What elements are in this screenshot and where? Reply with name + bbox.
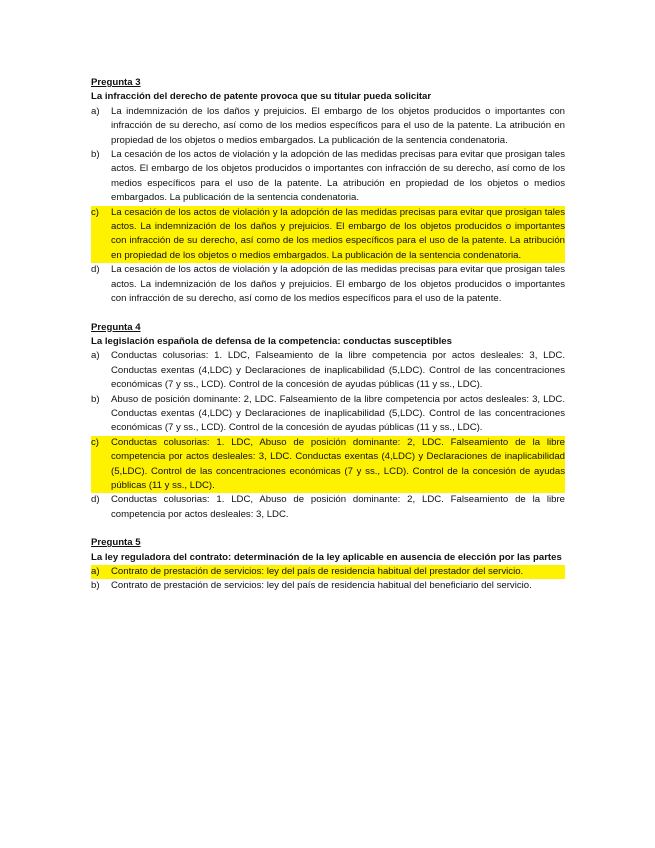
question-stem: La legislación española de defensa de la competencia: conductas susceptibles bbox=[91, 335, 452, 347]
question-title: Pregunta 5 bbox=[91, 537, 141, 549]
option-text: La cesación de los actos de violación y la adopción de las medidas precisas para evitar que prosigan tales actos. La indemnización de los daños y prejuicios. El embargo de los objetos producidos o importantes con infracción de su derecho, así como de los medios específicos para el uso de la patente. bbox=[111, 264, 565, 305]
option-d[interactable] bbox=[91, 263, 565, 306]
option-text: La indemnización de los daños y prejuicios. El embargo de los objetos producidos o importantes con infracción de su derecho, así como de los medios específicos para el uso de la patente. La atribución en propiedad de los objetos o medios embargados. La publicación de la sentencia condenatoria. bbox=[111, 105, 565, 146]
option-text: La cesación de los actos de violación y la adopción de las medidas precisas para evitar que prosigan tales actos. La indemnización de los daños y prejuicios. El embargo de los objetos producidos o importantes con infracción de su derecho, así como de los medios específicos para el uso de la patente. La atribución en propiedad de los objetos o medios embargados. La publicación de la sentencia condenatoria. bbox=[111, 206, 565, 264]
option-a[interactable] bbox=[91, 349, 565, 392]
option-b[interactable] bbox=[91, 148, 565, 206]
option-a[interactable] bbox=[91, 105, 565, 148]
option-letter: a) bbox=[91, 105, 100, 117]
question-stem: La infracción del derecho de patente provoca que su titular pueda solicitar bbox=[91, 91, 432, 103]
option-text: Abuso de posición dominante: 2, LDC. Falseamiento de la libre competencia por actos desleales: 3, LDC. Conductas exentas (4,LDC) y Declaraciones de inaplicabilidad (5,LDC). Control de las concentraciones económicas (7 y ss., LCD). Control de la concesión de ayudas públicas (11 y ss., LDC). bbox=[111, 393, 565, 434]
option-a-highlighted[interactable] bbox=[91, 565, 565, 579]
option-text: Contrato de prestación de servicios: ley del país de residencia habitual del prestador del servicio. bbox=[111, 565, 565, 579]
question-5 bbox=[91, 536, 565, 594]
question-title: Pregunta 4 bbox=[91, 321, 141, 333]
option-letter: b) bbox=[91, 580, 100, 592]
option-letter: a) bbox=[91, 565, 111, 579]
option-text: Conductas colusorias: 1. LDC, Falseamiento de la libre competencia por actos desleales: 3, LDC. Conductas exentas (4,LDC) y Declaraciones de inaplicabilidad (5,LDC). Control de las concentraciones económicas (7 y ss., LCD). Control de la concesión de ayudas públicas (11 y ss., LDC). bbox=[111, 350, 565, 391]
option-letter: d) bbox=[91, 264, 100, 276]
option-letter: d) bbox=[91, 494, 100, 506]
option-d[interactable] bbox=[91, 493, 565, 522]
option-text: Contrato de prestación de servicios: ley del país de residencia habitual del beneficiario del servicio. bbox=[111, 580, 532, 592]
question-title: Pregunta 3 bbox=[91, 77, 141, 88]
option-c-highlighted[interactable] bbox=[91, 436, 565, 494]
option-letter: c) bbox=[91, 436, 111, 494]
option-letter: a) bbox=[91, 350, 100, 362]
question-4 bbox=[91, 321, 565, 523]
option-letter: c) bbox=[91, 206, 111, 264]
option-text: Conductas colusorias: 1. LDC, Abuso de posición dominante: 2, LDC. Falseamiento de la libre competencia por actos desleales: 3, LDC. Conductas exentas (4,LDC) y Declaraciones de inaplicabilidad (5,LDC). Control de las concentraciones económicas (7 y ss., LCD). Control de la concesión de ayudas públicas (11 y ss., LDC). bbox=[111, 436, 565, 494]
option-text: La cesación de los actos de violación y la adopción de las medidas precisas para evitar que prosigan tales actos. El embargo de los objetos producidos o importantes con infracción de su derecho, así como de los medios específicos para el uso de la patente. La atribución en propiedad de los objetos o medios embargados. La publicación de la sentencia condenatoria. bbox=[111, 149, 565, 204]
question-3 bbox=[91, 76, 565, 307]
option-letter: b) bbox=[91, 149, 100, 161]
option-b[interactable] bbox=[91, 393, 565, 436]
option-text: Conductas colusorias: 1. LDC, Abuso de posición dominante: 2, LDC. Falseamiento de la libre competencia por actos desleales: 3, LDC. bbox=[111, 494, 565, 520]
option-b[interactable] bbox=[91, 579, 565, 593]
question-stem: La ley reguladora del contrato: determinación de la ley aplicable en ausencia de elección por las partes bbox=[91, 551, 562, 563]
option-c-highlighted[interactable] bbox=[91, 206, 565, 264]
exam-page bbox=[91, 76, 565, 608]
option-letter: b) bbox=[91, 393, 100, 405]
